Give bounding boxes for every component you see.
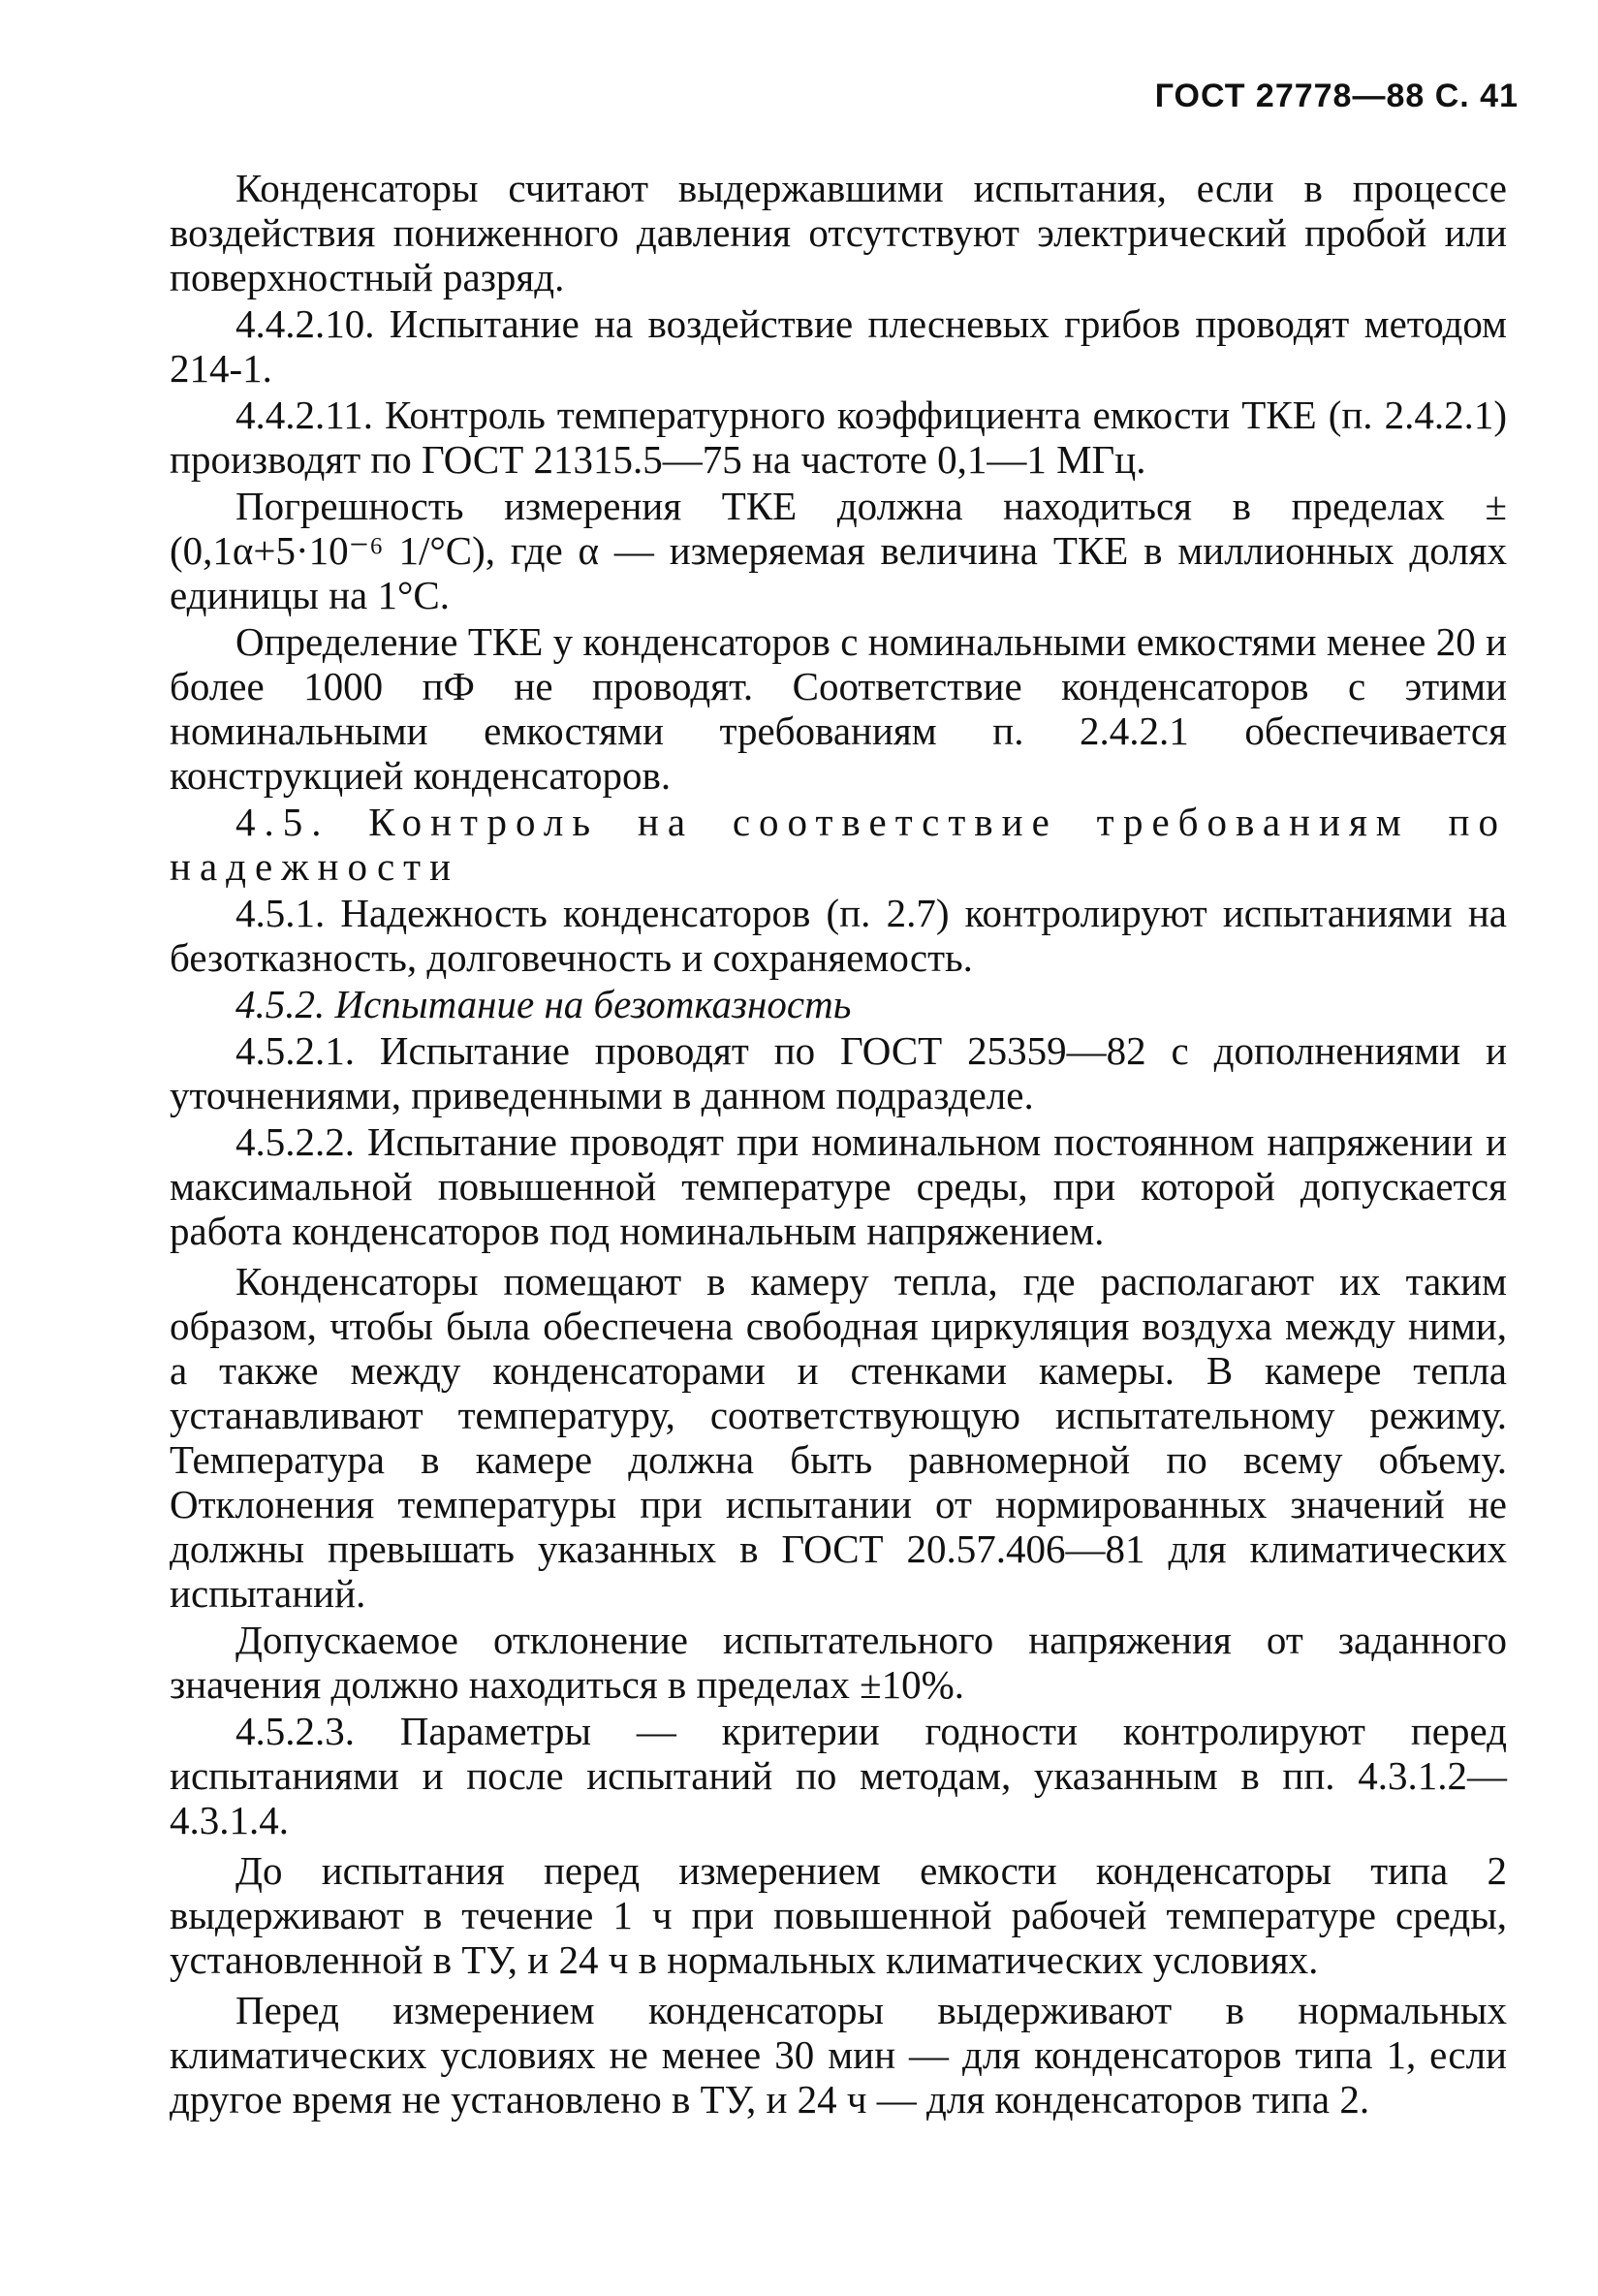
paragraph: Допускаемое отклонение испытательного напряжения от заданного значения должно находиться в пределах ±10%. xyxy=(170,1618,1507,1707)
paragraph: 4.5.2.3. Параметры — критерии годности контролируют перед испытаниями и после испытаний по методам, указанным в пп. 4.3.1.2—4.3.1.4. xyxy=(170,1709,1507,1842)
paragraph: Конденсаторы считают выдержавшими испытания, если в процессе воздействия пониженного давления отсутствуют электрический пробой или поверхностный разряд. xyxy=(170,166,1507,299)
paragraph: Перед измерением конденсаторы выдерживают в нормальных климатических условиях не менее 30 мин — для конденсаторов типа 1, если другое время не установлено в ТУ, и 24 ч — для конденсаторов типа 2. xyxy=(170,1988,1507,2122)
paragraph: 4.4.2.10. Испытание на воздействие плесневых грибов проводят методом 214-1. xyxy=(170,301,1507,391)
paragraph: 4.5.2.2. Испытание проводят при номинальном постоянном напряжении и максимальной повышенной температуре среды, при которой допускается работа конденсаторов под номинальным напряжением. xyxy=(170,1119,1507,1253)
page-header: ГОСТ 27778—88 С. 41 xyxy=(1154,78,1519,114)
paragraph: 4.5.1. Надежность конденсаторов (п. 2.7) контролируют испытаниями на безотказность, долговечность и сохраняемость. xyxy=(170,891,1507,980)
paragraph: Конденсаторы помещают в камеру тепла, где располагают их таким образом, чтобы была обеспечена свободная циркуляция воздуха между ними, а также между конденсаторами и стенками камеры. В камере тепла устанавливают температуру, соответствующую испытательному режиму. Температура в камере должна быть равномерной по всему объему. Отклонения температуры при испытании от нормированных значений не должны превышать указанных в ГОСТ 20.57.406—81 для климатических испытаний. xyxy=(170,1259,1507,1616)
document-page xyxy=(170,78,1519,2123)
paragraph: 4.4.2.11. Контроль температурного коэффициента емкости ТКЕ (п. 2.4.2.1) производят по ГОСТ 21315.5—75 на частоте 0,1—1 МГц. xyxy=(170,393,1507,482)
paragraph: Определение ТКЕ у конденсаторов с номинальными емкостями менее 20 и более 1000 пФ не проводят. Соответствие конденсаторов с этими номинальными емкостями требованиям п. 2.4.2.1 обеспечивается конструкцией конденсаторов. xyxy=(170,619,1507,798)
subsection-heading: 4.5.2. Испытание на безотказность xyxy=(235,982,852,1026)
paragraph: До испытания перед измерением емкости конденсаторы типа 2 выдерживают в течение 1 ч при повышенной рабочей температуре среды, установленной в ТУ, и 24 ч в нормальных климатических условиях. xyxy=(170,1848,1507,1982)
paragraph: Погрешность измерения ТКЕ должна находиться в пределах ±(0,1α+5·10⁻⁶ 1/°С), где α — измеряемая величина ТКЕ в миллионных долях единицы на 1°С. xyxy=(170,484,1507,617)
section-heading: 4.5. Контроль на соответствие требованиям по надежности xyxy=(170,800,1507,889)
paragraph: 4.5.2.1. Испытание проводят по ГОСТ 25359—82 с дополнениями и уточнениями, приведенными в данном подразделе. xyxy=(170,1028,1507,1117)
